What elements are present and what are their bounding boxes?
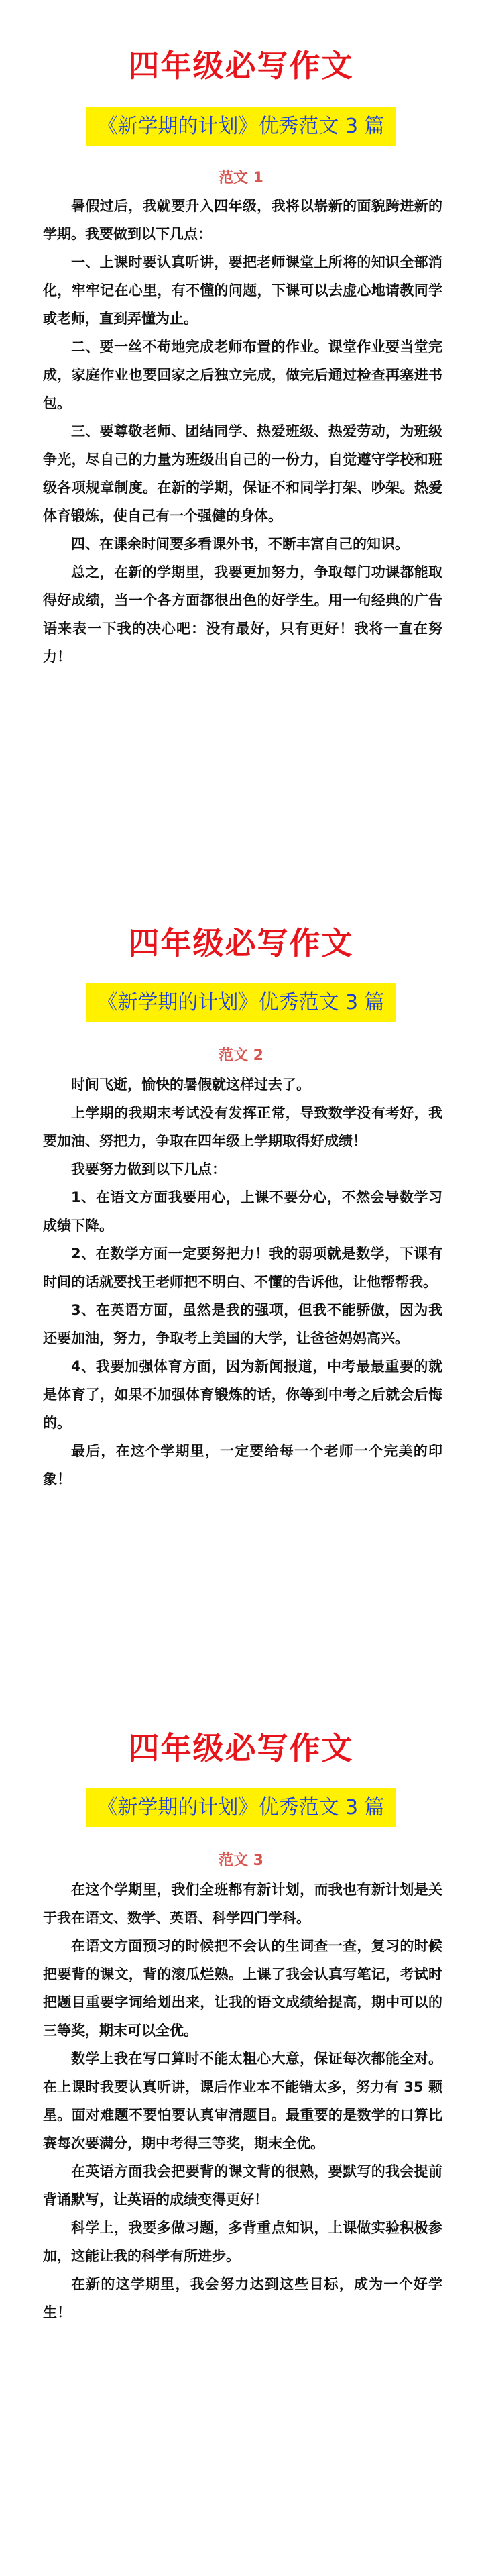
- paragraph: 科学上，我要多做习题，多背重点知识，上课做实验积极参加，这能让我的科学有所进步。: [43, 2220, 442, 2264]
- paragraph: 时间飞逝，愉快的暑假就这样过去了。: [71, 1077, 310, 1093]
- essay-label: 范文 3: [219, 1852, 263, 1869]
- paragraph: 3、在英语方面，虽然是我的强项，但我不能骄傲，因为我还要加油，努力，争取考上美国的大学，让爸爸妈妈高兴。: [43, 1302, 442, 1346]
- page-title: 四年级必写作文: [128, 925, 354, 961]
- paragraph: 四、在课余时间要多看课外书，不断丰富自己的知识。: [71, 536, 409, 552]
- essay-body: [43, 1071, 442, 1493]
- essay-banner: 《新学期的计划》优秀范文 3 篇: [86, 983, 396, 1022]
- paragraph: 三、要尊敬老师、团结同学、热爱班级、热爱劳动，为班级争光，尽自己的力量为班级出自己的一份力，自觉遵守学校和班级各项规章制度。在新的学期，保证不和同学打架、吵架。热爱体育锻炼，使自己有一个强健的身体。: [43, 423, 442, 524]
- essay-banner: 《新学期的计划》优秀范文 3 篇: [86, 107, 396, 146]
- paragraph: 在语文方面预习的时候把不会认的生词查一查，复习的时候把要背的课文，背的滚瓜烂熟。上课了我会认真写笔记，考试时把题目重要字词给划出来，让我的语文成绩给提高，期中可以的三等奖，期末可以全优。: [43, 1938, 442, 2039]
- paragraph: 4、我要加强体育方面，因为新闻报道，中考最最重要的就是体育了，如果不加强体育锻炼的话，你等到中考之后就会后悔的。: [43, 1358, 442, 1431]
- paragraph: 总之，在新的学期里，我要更加努力，争取每门功课都能取得好成绩，当一个各方面都很出色的好学生。用一句经典的广告语来表一下我的决心吧：没有最好，只有更好！我将一直在努力！: [43, 564, 442, 665]
- paragraph: 在新的这学期里，我会努力达到这些目标，成为一个好学生！: [43, 2276, 442, 2320]
- paragraph: 二、要一丝不苟地完成老师布置的作业。课堂作业要当堂完成，家庭作业也要回家之后独立完成，做完后通过检查再塞进书包。: [43, 339, 442, 411]
- paragraph: 上学期的我期末考试没有发挥正常，导致数学没有考好，我要加油、努把力，争取在四年级上学期取得好成绩！: [43, 1105, 442, 1149]
- paragraph: 数学上我在写口算时不能太粗心大意，保证每次都能全对。在上课时我要认真听讲，课后作业本不能错太多，努力有 35 颗星。面对难题不要怕要认真审清题目。最重要的是数学的口算比赛每次要满分，期中考得三等奖，期末全优。: [43, 2051, 442, 2151]
- essay-body: [43, 1876, 442, 2326]
- essay-label: 范文 2: [219, 1047, 263, 1064]
- page-title: 四年级必写作文: [128, 48, 354, 84]
- essay-label: 范文 1: [219, 170, 263, 186]
- paragraph: 在英语方面我会把要背的课文背的很熟，要默写的我会提前背诵默写，让英语的成绩变得更好！: [43, 2163, 442, 2208]
- paragraph: 一、上课时要认真听讲，要把老师课堂上所将的知识全部消化，牢牢记在心里，有不懂的问题，下课可以去虚心地请教同学或老师，直到弄懂为止。: [43, 254, 442, 327]
- paragraph: 2、在数学方面一定要努把力！我的弱项就是数学，下课有时间的话就要找王老师把不明白、不懂的告诉他，让他帮帮我。: [43, 1246, 442, 1290]
- paragraph: 最后，在这个学期里，一定要给每一个老师一个完美的印象！: [43, 1443, 442, 1487]
- page-title: 四年级必写作文: [128, 1730, 354, 1766]
- essay-banner: 《新学期的计划》优秀范文 3 篇: [86, 1788, 396, 1827]
- paragraph: 暑假过后，我就要升入四年级，我将以崭新的面貌跨进新的学期。我要做到以下几点：: [43, 198, 442, 242]
- essay-body: [43, 192, 442, 671]
- paragraph: 我要努力做到以下几点：: [71, 1161, 226, 1177]
- paragraph: 1、在语文方面我要用心，上课不要分心，不然会导数学习成绩下降。: [43, 1189, 442, 1234]
- paragraph: 在这个学期里，我们全班都有新计划，而我也有新计划是关于我在语文、数学、英语、科学四门学科。: [43, 1882, 442, 1926]
